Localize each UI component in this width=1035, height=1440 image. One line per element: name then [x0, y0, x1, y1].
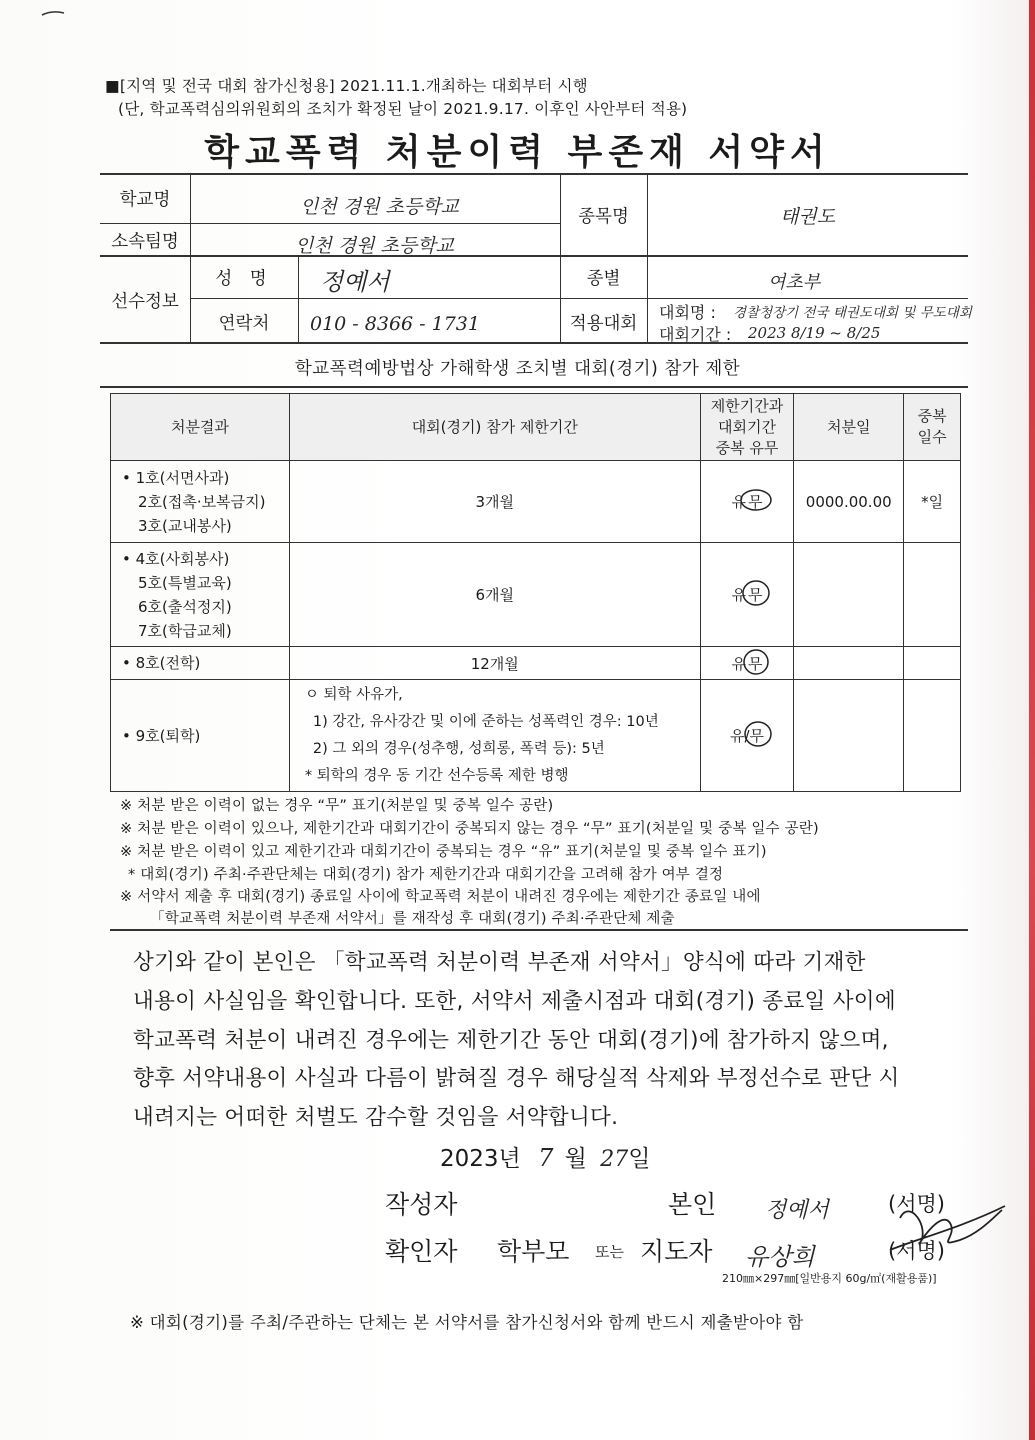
note-1: ※ 처분 받은 이력이 없는 경우 “무” 표기(처분일 및 중복 일수 공란): [120, 798, 554, 814]
selection-circle: [740, 646, 774, 678]
confirmer-name: 유상희: [745, 1243, 815, 1271]
sign-date: 2023년 7 월 27일: [440, 1144, 651, 1172]
school-label: 학교명: [119, 190, 171, 210]
table-row: [111, 461, 961, 543]
period-cell: 6개월: [289, 543, 700, 647]
date-cell: [794, 543, 904, 647]
result-cell: • 1호(서면사과) 2호(접촉·보복금지) 3호(교내봉사): [111, 461, 290, 543]
name-value: 정예서: [320, 268, 390, 296]
parent-label: 학부모: [497, 1237, 570, 1266]
tournament-label: 적용대회: [569, 314, 638, 334]
selection-circle: [740, 577, 774, 609]
team-value: 인천 경원 초등학교: [295, 235, 454, 257]
reasons-cell: ㅇ 퇴학 사유가, 1) 강간, 유사강간 및 이에 준하는 성폭력인 경우: 10년 2) 그 외의 경우(성추행, 성희롱, 폭력 등): 5년 * 퇴학의 경우 동 기간 선수등록 제한 병행: [289, 680, 700, 792]
writer-label: 작성자: [385, 1190, 458, 1219]
team-label: 소속팀명: [111, 232, 179, 252]
selection-circle: [739, 485, 775, 515]
event-value: 태권도: [780, 206, 836, 228]
date-cell: [794, 680, 904, 792]
header-overlap: 제한기간과 대회기간 중복 유무: [700, 394, 794, 461]
days-cell: [904, 543, 961, 647]
result-cell: • 9호(퇴학): [111, 680, 290, 792]
signature-scribble: [880, 1188, 1010, 1268]
comp-period-value: 2023 8/19 ~ 8/25: [748, 324, 881, 342]
result-cell: • 8호(전학): [111, 647, 290, 680]
restriction-heading: 학교폭력예방법상 가해학생 조치별 대회(경기) 참가 제한: [294, 359, 741, 379]
self-label: 본인: [668, 1190, 717, 1219]
self-name: 정예서: [765, 1198, 829, 1223]
days-cell: [904, 647, 961, 680]
period-cell: 3개월: [289, 461, 700, 543]
note-2: ※ 처분 받은 이력이 있으나, 제한기간과 대회기간이 중복되지 않는 경우 “무” 표기(처분일 및 중복 일수 공란): [120, 821, 819, 837]
period-cell: 12개월: [289, 647, 700, 680]
overlap-cell: 유 무: [700, 647, 794, 680]
table-header-row: [111, 394, 961, 461]
selection-circle: [742, 718, 776, 750]
date-cell: [794, 647, 904, 680]
contact-label: 연락처: [218, 314, 270, 334]
notice-line-2: (단, 학교폭력심의위원회의 조치가 확정된 날이 2021.9.17. 이후인 사안부터 적용): [118, 100, 688, 118]
school-value: 인천 경원 초등학교: [300, 196, 459, 218]
note-6: 「학교폭력 처분이력 부존재 서약서」를 재작성 후 대회(경기) 주최·주관단체 제출: [150, 911, 675, 927]
header-days: 중복 일수: [904, 394, 961, 461]
paper-edge: [1029, 0, 1035, 1440]
coach-label: 지도자: [640, 1237, 713, 1266]
notice-line-1: ■[지역 및 전국 대회 참가신청용] 2021.11.1.개최하는 대회부터 시행: [105, 77, 588, 95]
comp-name-value: 경찰청장기 전국 태권도대회 및 무도대회: [733, 305, 972, 321]
table-row: [111, 543, 961, 647]
contact-value: 010 - 8366 - 1731: [310, 313, 480, 335]
overlap-cell: 유/무: [700, 680, 794, 792]
days-cell: *일: [904, 461, 961, 543]
paper-spec: 210㎜×297㎜[일반용지 60g/㎡(재활용품)]: [722, 1272, 937, 1285]
confirmer-label: 확인자: [385, 1237, 458, 1266]
notes-divider: [110, 929, 968, 931]
header-period: 대회(경기) 참가 제한기간: [289, 394, 700, 461]
date-cell: 0000.00.00: [794, 461, 904, 543]
note-3: ※ 처분 받은 이력이 있고 제한기간과 대회기간이 중복되는 경우 “유” 표기(처분일 및 중복 일수 표기): [120, 844, 767, 860]
self-seal: (서명): [888, 1192, 945, 1216]
document-title: 학교폭력 처분이력 부존재 서약서: [204, 132, 831, 173]
days-cell: [904, 680, 961, 792]
confirmer-seal: (서명): [888, 1239, 945, 1263]
table-row: [111, 647, 961, 680]
note-5: ※ 서약서 제출 후 대회(경기) 종료일 사이에 학교폭력 처분이 내려진 경우에는 제한기간 종료일 내에: [120, 889, 761, 905]
overlap-cell: 유 무: [700, 461, 794, 543]
pen-mark: [40, 8, 66, 20]
name-label: 성 명: [215, 269, 273, 289]
event-label: 종목명: [578, 207, 629, 227]
pledge-text: 상기와 같이 본인은 「학교폭력 처분이력 부존재 서약서」양식에 따라 기재한 내용이 사실임을 확인합니다. 또한, 서약서 제출시점과 대회(경기) 종료일 사이에 학교폭력 처분이 내려진 경우에는 제한기간 동안 대회(경기)에 참가하지 않으며, 향후 서약내용이 사실과 다름이 밝혀질 경우 해당실적 삭제와 부정선수로 판단 시 내려지는 어떠한 처벌도 감수할 것임을 서약합니다.: [133, 950, 900, 1131]
header-result: 처분결과: [111, 394, 290, 461]
category-value: 여초부: [768, 272, 821, 293]
restriction-table: [110, 393, 961, 792]
overlap-cell: 유 무: [700, 543, 794, 647]
comp-period-label: 대회기간 :: [659, 325, 732, 344]
table-row: [111, 680, 961, 792]
comp-name-label: 대회명 :: [659, 303, 716, 322]
or-label: 또는: [595, 1243, 624, 1261]
footer-note: ※ 대회(경기)를 주최/주관하는 단체는 본 서약서를 참가신청서와 함께 반드시 제출받아야 함: [130, 1313, 804, 1332]
header-date: 처분일: [794, 394, 904, 461]
result-cell: • 4호(사회봉사) 5호(특별교육) 6호(출석정지) 7호(학급교체): [111, 543, 290, 647]
category-label: 종별: [586, 269, 621, 289]
player-info-label: 선수정보: [111, 292, 179, 312]
note-4: * 대회(경기) 주최·주관단체는 대회(경기) 참가 제한기간과 대회기간을 고려해 참가 여부 결정: [128, 867, 724, 883]
